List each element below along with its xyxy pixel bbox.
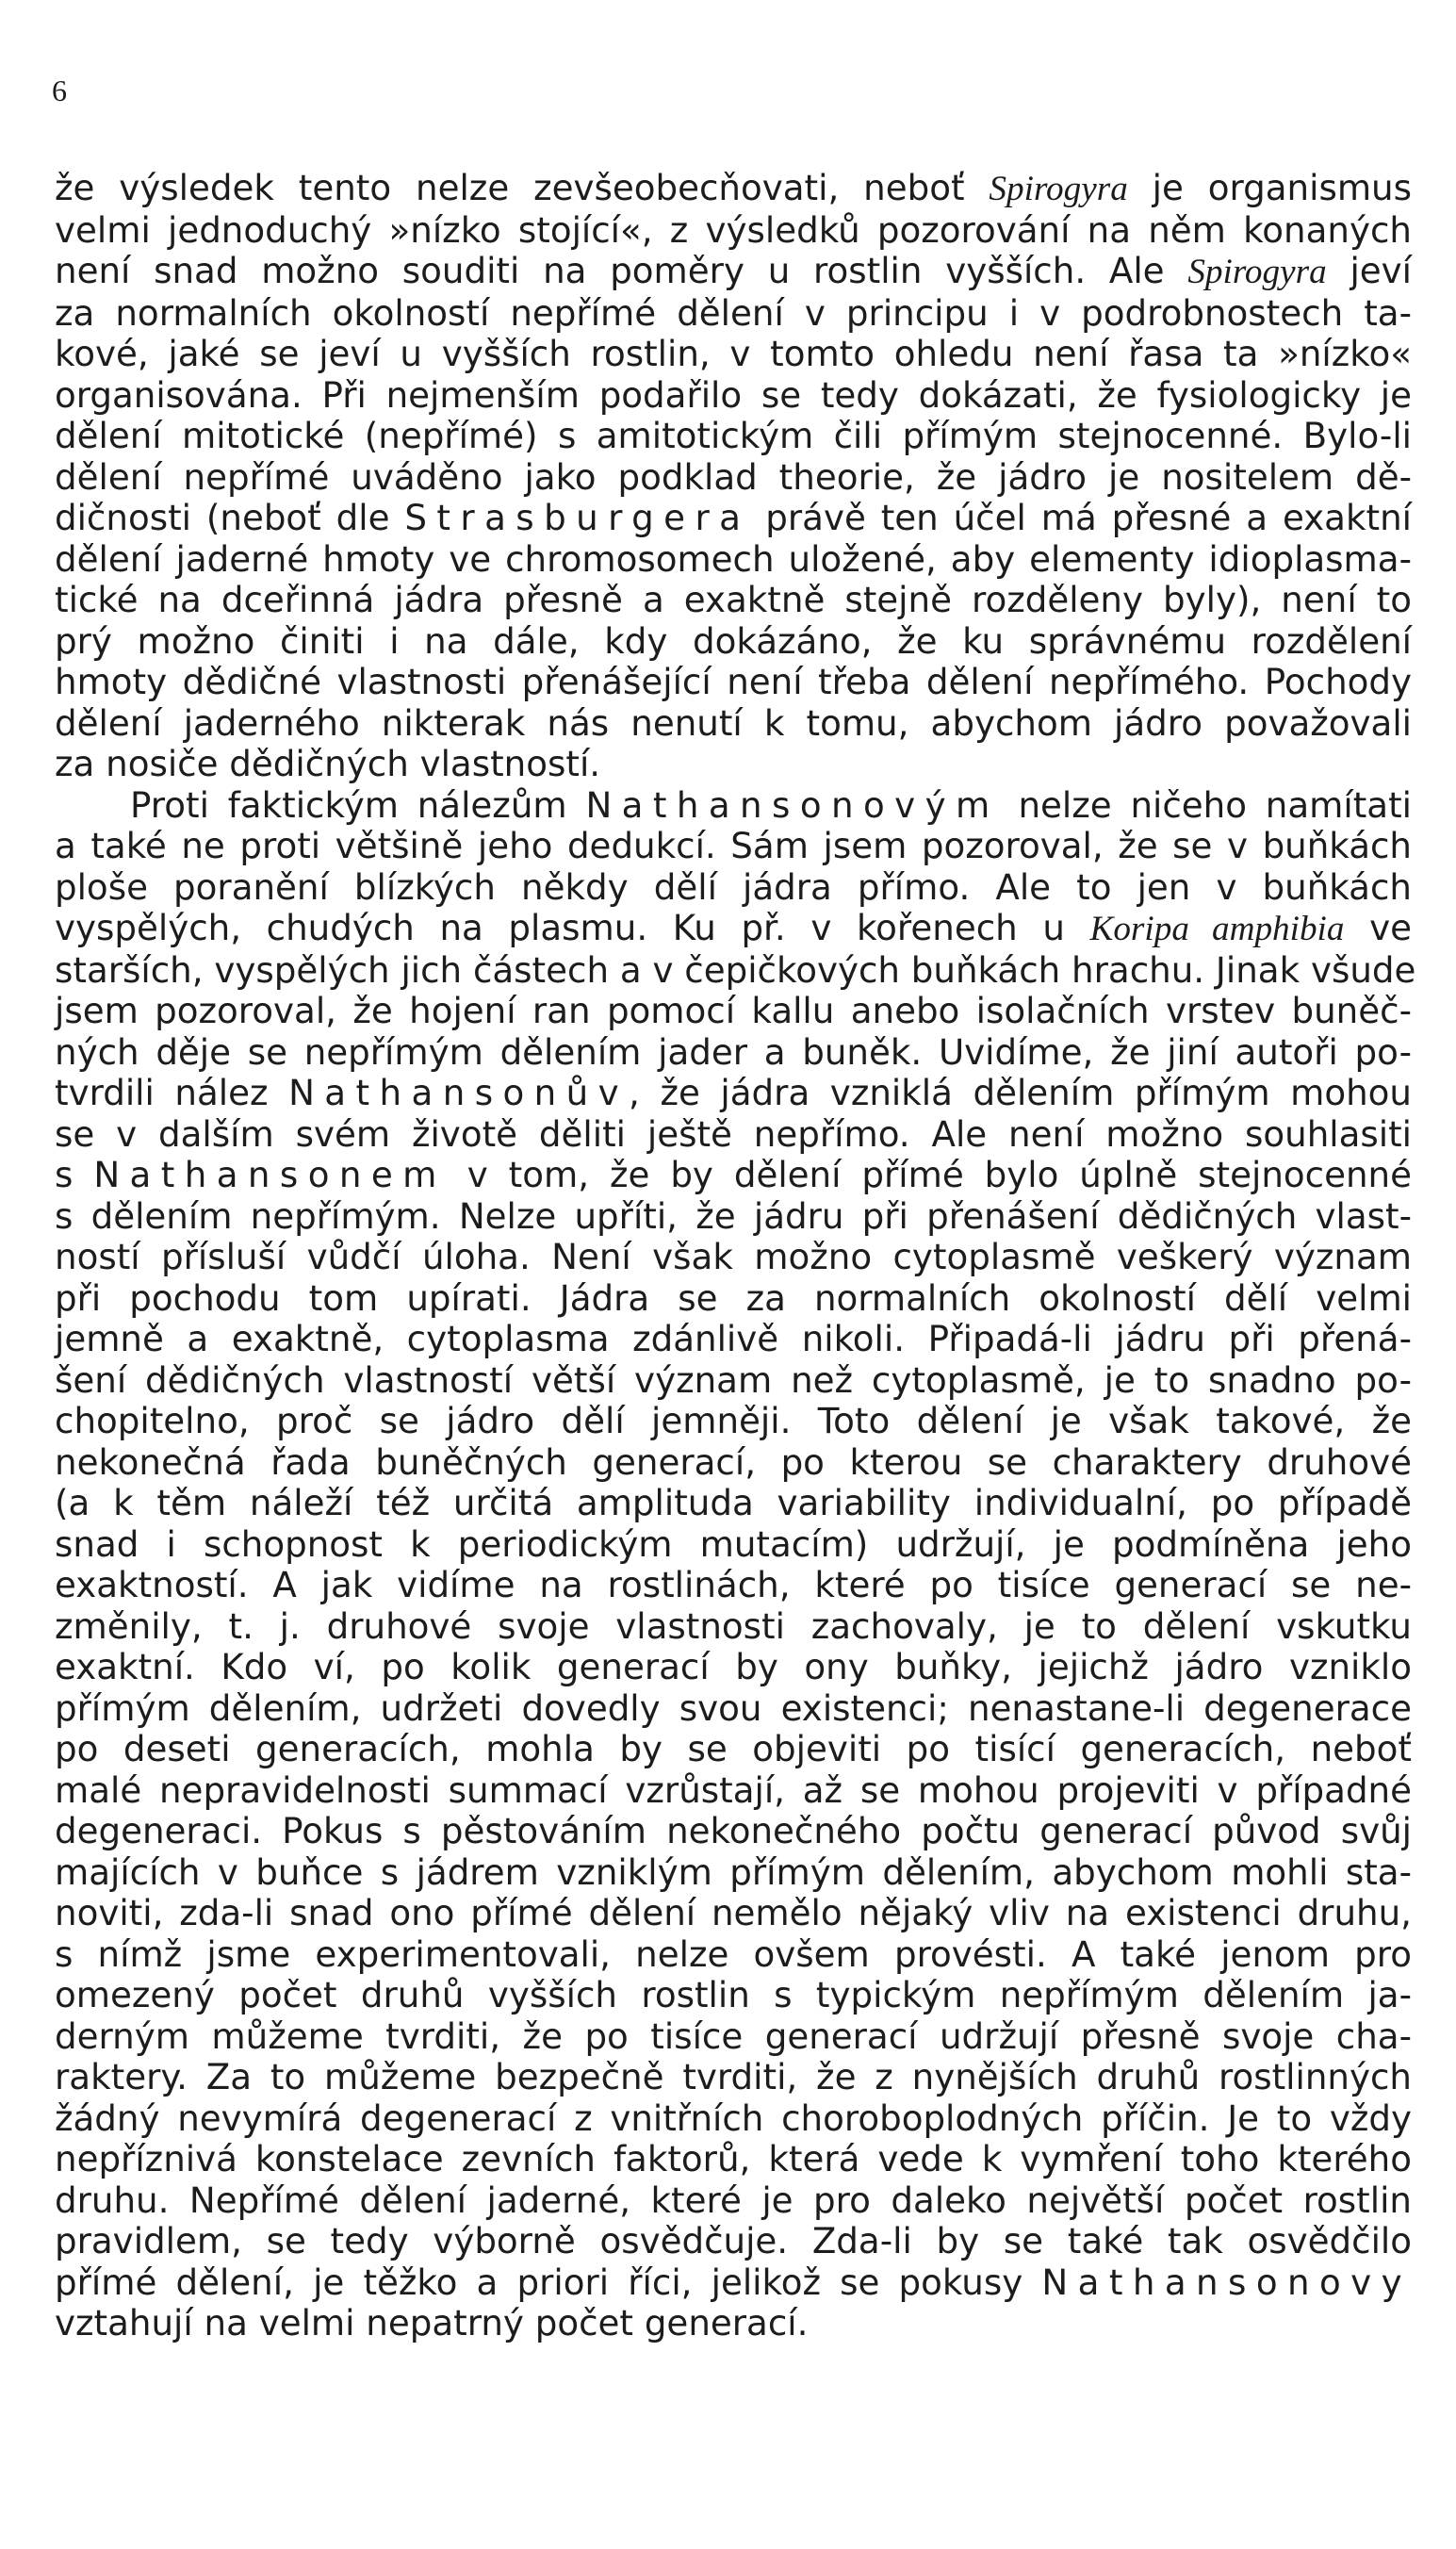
text-line: dělení jaderného nikterak nás nenutí k tomu, abychom jádro považovali <box>55 701 1412 744</box>
text-line: ností přísluší vůdčí úloha. Není však možno cytoplasmě veškerý význam <box>55 1236 1412 1277</box>
text-line: s dělením nepřímým. Nelze upříti, že jádru při přenášení dědičných vlast- <box>55 1194 1412 1237</box>
text-line: žádný nevymírá degenerací z vnitřních choroboplodných příčin. Je to vždy <box>55 2097 1412 2139</box>
text-line: Proti faktickým nálezům Nathansonovým nelze ničeho namítati <box>130 783 1413 826</box>
text-line: přímým dělením, udržeti dovedly svou existenci; nenastane-li degenerace <box>55 1686 1412 1729</box>
italic-term: Spirogyra <box>1187 253 1327 291</box>
text-line: změnily, t. j. druhové svoje vlastnosti zachovaly, je to dělení vskutku <box>55 1604 1412 1647</box>
text-line: vyspělých, chudých na plasmu. Ku př. v kořenech u Koripa amphibia ve <box>55 907 1412 948</box>
text-line: druhu. Nepřímé dělení jaderné, které je pro daleko největší počet rostlin <box>55 2179 1412 2221</box>
spaced-name: Nathansonovy <box>1041 2261 1412 2303</box>
text-line: tvrdili nález Nathansonův, že jádra vzniklá dělením přímým mohou <box>55 1072 1412 1113</box>
italic-term: Koripa amphibia <box>1089 910 1345 948</box>
text-line: tické na dceřinná jádra přesně a exaktně stejně rozděleny byly), není to <box>55 579 1412 620</box>
text-line: šení dědičných vlastností větší význam než cytoplasmě, je to snadno po- <box>55 1358 1412 1401</box>
text-line: (a k těm náleží též určitá amplituda variability individualní, po případě <box>55 1482 1412 1523</box>
text-line: jsem pozoroval, že hojení ran pomocí kallu anebo isolačních vrstev buněč- <box>55 990 1412 1031</box>
body-text <box>55 167 1416 2344</box>
text-line: exaktní. Kdo ví, po kolik generací by ony buňky, jejichž jádro vzniklo <box>55 1646 1412 1687</box>
text-line: za nosiče dědičných vlastností. <box>55 743 601 784</box>
text-line: velmi jednoduchý »nízko stojící«, z výsledků pozorování na něm konaných <box>55 208 1412 251</box>
text-line: kové, jaké se jeví u vyšších rostlin, v tomto ohledu není řasa ta »nízko« <box>55 333 1412 374</box>
text-line: dělení mitotické (nepřímé) s amitotickým čili přímým stejnocenné. Bylo-li <box>55 415 1412 456</box>
text-line: raktery. Za to můžeme bezpečně tvrditi, že z nynějších druhů rostlinných <box>55 2056 1412 2097</box>
text-line: s Nathansonem v tom, že by dělení přímé bylo úplně stejnocenné <box>55 1154 1412 1195</box>
text-line: ných děje se nepřímým dělením jader a buněk. Uvidíme, že jiní autoři po- <box>55 1030 1412 1073</box>
text-line: vztahují na velmi nepatrný počet generací. <box>55 2302 809 2343</box>
text-line: snad i schopnost k periodickým mutacím) udržují, je podmíněna jeho <box>55 1522 1412 1565</box>
text-line: exaktností. A jak vidíme na rostlinách, které po tisíce generací se ne- <box>55 1564 1412 1605</box>
text-line: malé nepravidelnosti summací vzrůstají, až se mohou projeviti v případné <box>55 1768 1412 1811</box>
text-line: dičnosti (neboť dle Strasburgera právě ten účel má přesné a exaktní <box>55 497 1412 538</box>
text-line: noviti, zda-li snad ono přímé dělení nemělo nějaký vliv na existenci druhu, <box>55 1892 1412 1933</box>
text-line: při pochodu tom upírati. Jádra se za normalních okolností dělí velmi <box>55 1276 1412 1319</box>
italic-term: Spirogyra <box>989 170 1128 208</box>
text-line: nekonečná řada buněčných generací, po kterou se charaktery druhové <box>55 1440 1412 1483</box>
text-line: není snad možno souditi na poměry u rostlin vyšších. Ale Spirogyra jeví <box>55 250 1412 291</box>
text-line: organisována. Při nejmenším podařilo se tedy dokázati, že fysiologicky je <box>55 373 1412 416</box>
spaced-name: Nathansonem <box>93 1154 447 1195</box>
text-line: dělení jaderné hmoty ve chromosomech uložené, aby elementy idioplasma- <box>55 537 1412 580</box>
text-line: po deseti generacích, mohla by se objeviti po tisící generacích, neboť <box>55 1728 1412 1769</box>
text-line: hmoty dědičné vlastnosti přenášející není třeba dělení nepřímého. Pochody <box>55 661 1412 702</box>
text-line: nepříznivá konstelace zevních faktorů, která vede k vymření toho kterého <box>55 2138 1412 2179</box>
text-line: chopitelno, proč se jádro dělí jemněji. Toto dělení je však takové, že <box>55 1400 1412 1441</box>
text-line: prý možno činiti i na dále, kdy dokázáno, že ku správnému rozdělení <box>55 619 1412 662</box>
text-line: a také ne proti většině jeho dedukcí. Sám jsem pozoroval, že se v buňkách <box>55 825 1412 866</box>
text-line: za normalních okolností nepřímé dělení v principu i v podrobnostech ta- <box>55 291 1412 334</box>
text-line: derným můžeme tvrditi, že po tisíce generací udržují přesně svoje cha- <box>55 2015 1412 2057</box>
text-line: že výsledek tento nelze zevšeobecňovati, neboť Spirogyra je organismus <box>55 167 1412 208</box>
text-line: omezený počet druhů vyšších rostlin s typickým nepřímým dělením ja- <box>55 1974 1412 2015</box>
text-line: majících v buňce s jádrem vzniklým přímým dělením, abychom mohli sta- <box>55 1850 1412 1893</box>
spaced-name: Nathansonův <box>288 1072 630 1113</box>
text-line: degeneraci. Pokus s pěstováním nekonečného počtu generací původ svůj <box>55 1810 1412 1851</box>
text-line: s nímž jsme experimentovali, nelze ovšem provésti. A také jenom pro <box>55 1932 1412 1975</box>
page-number: 6 <box>52 74 67 107</box>
text-line: starších, vyspělých jich částech a v čepičkových buňkách hrachu. Jinak všude <box>55 948 1416 991</box>
text-line: se v dalším svém životě děliti ještě nepřímo. Ale není možno souhlasiti <box>55 1112 1412 1155</box>
spaced-name: Strasburgera <box>404 497 751 538</box>
text-line: dělení nepřímé uváděno jako podklad theorie, že jádro je nositelem dě- <box>55 455 1412 498</box>
text-line: přímé dělení, je těžko a priori říci, jelikož se pokusy Nathansonovy <box>55 2261 1412 2303</box>
text-line: jemně a exaktně, cytoplasma zdánlivě nikoli. Připadá-li jádru při přená- <box>55 1318 1412 1359</box>
text-line: pravidlem, se tedy výborně osvědčuje. Zda-li by se také tak osvědčilo <box>55 2220 1412 2261</box>
text-line: ploše poranění blízkých někdy dělí jádra přímo. Ale to jen v buňkách <box>55 865 1412 908</box>
spaced-name: Nathansonovým <box>585 783 1000 826</box>
